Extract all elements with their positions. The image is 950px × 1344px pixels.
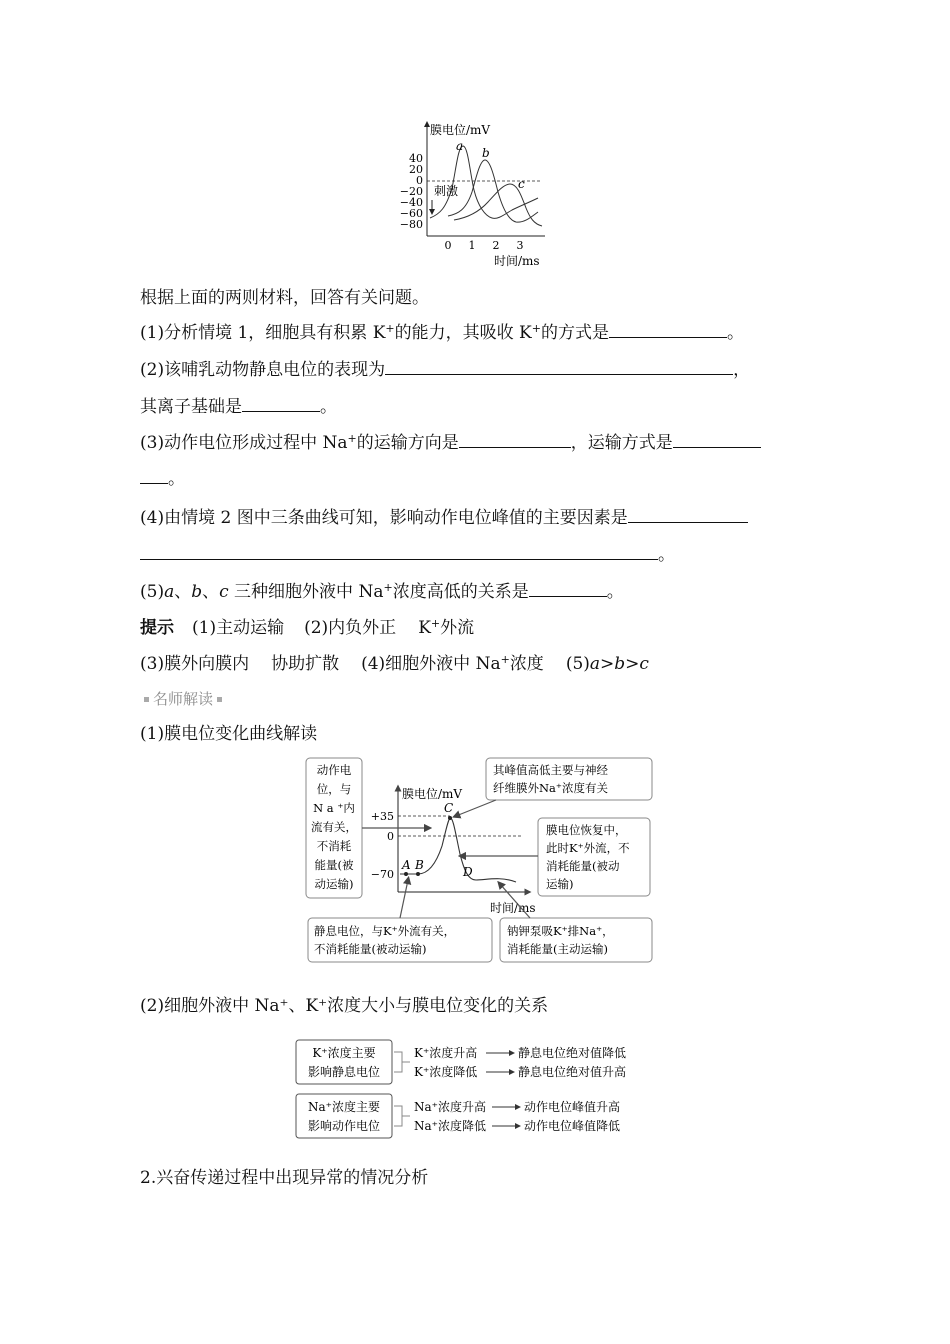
k-down-label: K⁺浓度降低 [414,1065,478,1079]
box-left-line: 流有关， [311,820,357,834]
fig1-ytick: 20 [409,163,423,176]
fig1-ytick: −20 [399,185,423,198]
box-right-line: 膜电位恢复中， [546,823,627,837]
intro-text: 根据上面的两则材料，回答有关问题。 [140,288,429,308]
fig1-xtick: 1 [468,239,476,252]
fig1-ytick: −80 [399,218,423,231]
fig1-ytick: 40 [409,152,423,165]
question-3: (3)动作电位形成过程中 Na+的运输方向是 ，运输方式是 [140,431,761,455]
na-up-result: 动作电位峰值升高 [524,1100,621,1114]
fig2-ytick: 0 [387,830,394,843]
question-2-cont: 其离子基础是 。 [140,397,337,417]
box-right-line: 消耗能量(被动 [546,859,620,873]
box-left-line: N a ⁺内 [313,801,355,815]
fig1-ytick: −40 [399,196,423,209]
k-up-label: K⁺浓度升高 [414,1046,478,1060]
subheading-2: (2)细胞外液中 Na⁺、K⁺浓度大小与膜电位变化的关系 [140,996,549,1016]
k-up-result: 静息电位绝对值降低 [518,1046,627,1060]
answer-blank[interactable] [459,431,571,448]
question-4-cont: 。 [140,543,675,567]
box-bottom-right-line: 消耗能量(主动运输) [507,942,608,956]
question-1: (1)分析情境 1，细胞具有积累 K+的能力，其吸收 K+的方式是 。 [140,322,744,343]
box-left-line: 动运输) [314,877,354,891]
fig1-xtick: 3 [516,239,524,252]
curve-label-a: a [456,139,464,153]
figure-membrane-potential [300,754,660,966]
fig1-xtick: 0 [444,239,452,252]
point-label-C: C [444,801,454,815]
box-bottom-right-line: 钠钾泵吸K⁺排Na⁺， [507,924,614,938]
na-down-label: Na⁺浓度降低 [414,1119,486,1133]
answer-blank[interactable] [140,467,168,484]
answer-blank[interactable] [628,506,748,523]
box2-line: 影响动作电位 [307,1119,381,1133]
hint-label: 提示 [140,618,174,638]
figure-ion-concentration [290,1036,660,1142]
na-up-label: Na⁺浓度升高 [414,1100,486,1114]
box-top-line: 其峰值高低主要与神经 [493,763,608,777]
answer-blank[interactable] [242,395,320,412]
stimulus-label: 刺激 [434,184,459,198]
fig2-xlabel: 时间/ms [490,901,536,915]
figure-action-potential-curves [370,118,560,273]
curve-b [448,160,538,222]
point-label-B: B [415,858,424,872]
box-left-line: 能量(被 [314,858,354,872]
box-right-line: 运输) [546,877,574,891]
answer-blank[interactable] [140,543,658,560]
question-5: (5)a、b、c 三种细胞外液中 Na+浓度高低的关系是 。 [140,581,624,602]
answer-blank[interactable] [673,431,761,448]
na-down-result: 动作电位峰值降低 [524,1119,621,1133]
fig1-xlabel: 时间/ms [494,254,540,268]
answer-blank[interactable] [609,321,727,338]
box-bottom-left-line: 静息电位，与K⁺外流有关， [314,924,456,938]
fig1-ylabel: 膜电位/mV [430,123,491,137]
fig2-ylabel: 膜电位/mV [402,787,463,801]
point-label-D: D [463,865,473,879]
curve-label-c: c [518,177,525,191]
box-bottom-left-line: 不消耗能量(被动运输) [314,942,427,956]
hint-line-2: (3)膜外向膜内 协助扩散 (4)细胞外液中 Na+浓度 (5)a>b>c [140,653,649,674]
answer-blank[interactable] [529,580,607,597]
box1-line: 影响静息电位 [307,1065,381,1079]
fig2-ytick: +35 [370,810,394,823]
k-down-result: 静息电位绝对值升高 [518,1065,627,1079]
curve-label-b: b [482,146,490,160]
box-left-line: 位，与 [316,782,352,796]
question-2: (2)该哺乳动物静息电位的表现为 ， [140,360,751,380]
section-title: 名师解读 [140,688,226,709]
question-4: (4)由情境 2 图中三条曲线可知，影响动作电位峰值的主要因素是 [140,506,748,530]
box-left-line: 动作电 [316,763,352,777]
hint-line-1: 提示 (1)主动运输 (2)内负外正 K+外流 [140,617,475,638]
subheading-1: (1)膜电位变化曲线解读 [140,724,318,744]
answer-blank[interactable] [385,358,733,375]
box-top-line: 纤维膜外Na⁺浓度有关 [493,781,608,795]
question-3-cont: 。 [140,467,185,491]
box2-line: Na⁺浓度主要 [308,1100,380,1114]
heading-2: 2.兴奋传递过程中出现异常的情况分析 [140,1168,429,1188]
fig1-xtick: 2 [492,239,500,252]
fig1-ytick: −60 [399,207,423,220]
fig2-ytick: −70 [370,868,394,881]
box1-line: K⁺浓度主要 [312,1046,376,1060]
box-left-line: 不消耗 [316,839,352,853]
box-right-line: 此时K⁺外流，不 [546,841,630,855]
point-label-A: A [402,858,411,872]
fig1-ytick: 0 [416,174,423,187]
